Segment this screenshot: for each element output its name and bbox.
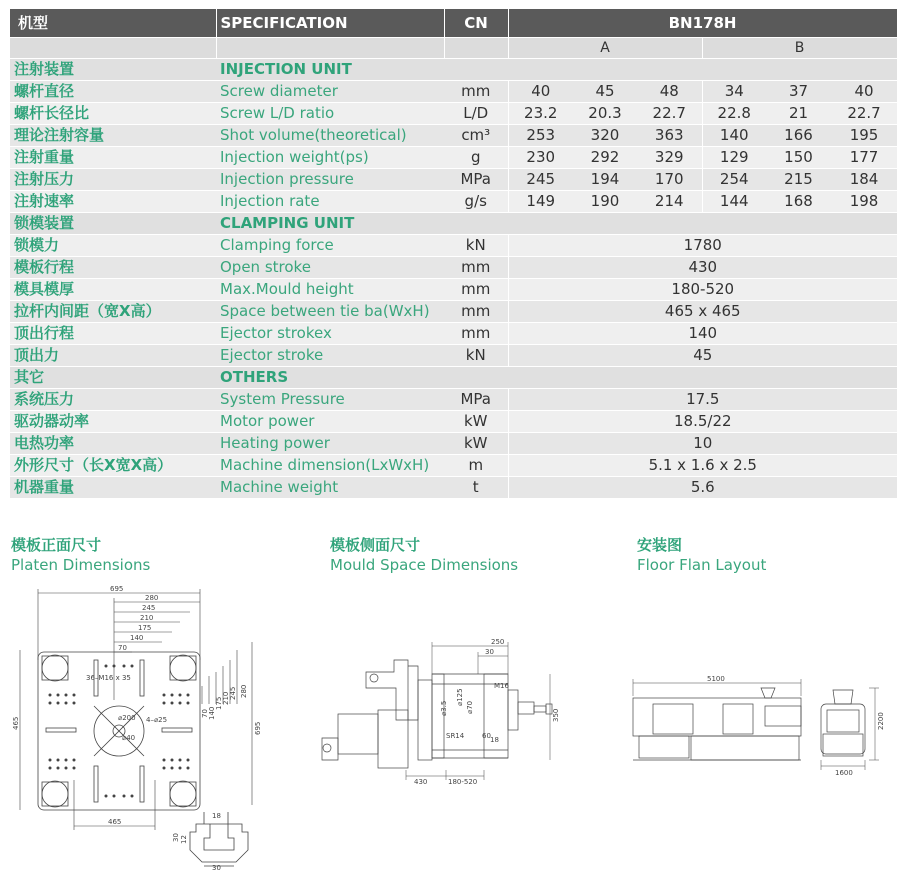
row-unit: mm — [444, 301, 508, 323]
caption-platen-zh: 模板正面尺寸 — [11, 536, 102, 554]
row-value: 5.1 x 1.6 x 2.5 — [508, 455, 897, 477]
section-cn: 注射装置 — [10, 59, 216, 81]
caption-platen-en: Platen Dimensions — [11, 556, 151, 574]
row-value: 465 x 465 — [508, 301, 897, 323]
section-fill — [444, 367, 897, 389]
row-unit: kN — [444, 345, 508, 367]
row-value: 198 — [831, 191, 897, 213]
row-label-cn: 电热功率 — [10, 433, 216, 455]
row-value: 430 — [508, 257, 897, 279]
row-label-cn: 顶出行程 — [10, 323, 216, 345]
row-value: 40 — [508, 81, 573, 103]
row-value: 17.5 — [508, 389, 897, 411]
row-value: 45 — [508, 345, 897, 367]
row-label-cn: 模板行程 — [10, 257, 216, 279]
row-label-cn: 驱动器动率 — [10, 411, 216, 433]
row-value: 22.7 — [831, 103, 897, 125]
row-value: 150 — [766, 147, 831, 169]
row-label-en: Screw diameter — [216, 81, 444, 103]
platen-tslot-section — [190, 812, 248, 866]
spec-row — [10, 411, 897, 433]
row-value: 149 — [508, 191, 573, 213]
platen-dim-v175: 175 — [215, 696, 223, 710]
platen-dim-v70: 70 — [201, 709, 209, 718]
row-unit: kW — [444, 411, 508, 433]
row-unit: mm — [444, 323, 508, 345]
section-fill — [444, 213, 897, 235]
platen-holes25-label: 4–⌀25 — [146, 716, 168, 724]
row-unit: mm — [444, 257, 508, 279]
platen-dim-210: 210 — [140, 614, 154, 622]
row-value: 180-520 — [508, 279, 897, 301]
row-unit: t — [444, 477, 508, 499]
row-value: 254 — [702, 169, 766, 191]
row-value: 140 — [508, 323, 897, 345]
caption-mould — [330, 535, 518, 575]
mould-drawing — [318, 630, 573, 790]
floor-drawing — [625, 670, 895, 780]
row-label-en: Space between tie ba(WxH) — [216, 301, 444, 323]
platen-d200-label: ⌀200 — [118, 714, 136, 722]
platen-dimension-text — [12, 585, 262, 872]
platen-slot-18: 18 — [212, 812, 221, 820]
section-cn: 其它 — [10, 367, 216, 389]
mould-dim-180-520: 180-520 — [448, 778, 478, 786]
row-value: 45 — [573, 81, 637, 103]
floor-dim-1600: 1600 — [835, 769, 853, 777]
floor-machine-end — [821, 690, 865, 756]
row-label-cn: 螺杆直径 — [10, 81, 216, 103]
platen-holes-label: 36–M16 x 35 — [86, 674, 131, 682]
platen-dim-465-bottom: 465 — [108, 818, 122, 826]
row-label-en: Ejector stroke — [216, 345, 444, 367]
caption-floor-en: Floor Flan Layout — [637, 556, 767, 574]
row-value: 177 — [831, 147, 897, 169]
spec-row — [10, 345, 897, 367]
spec-row — [10, 279, 897, 301]
row-value: 166 — [766, 125, 831, 147]
subheader-b: B — [702, 38, 897, 59]
row-value: 37 — [766, 81, 831, 103]
row-value: 21 — [766, 103, 831, 125]
section-en: CLAMPING UNIT — [216, 213, 444, 235]
mould-d35: ⌀3.5 — [440, 700, 448, 716]
mould-r18: 18 — [490, 736, 499, 744]
platen-dim-175: 175 — [138, 624, 152, 632]
caption-floor-zh: 安装图 — [637, 536, 683, 554]
row-unit: kW — [444, 433, 508, 455]
row-unit: m — [444, 455, 508, 477]
header-model-name: BN178H — [508, 9, 897, 38]
row-value: 215 — [766, 169, 831, 191]
spec-row — [10, 477, 897, 499]
section-row-clamping — [10, 213, 897, 235]
spec-row — [10, 455, 897, 477]
section-cn: 锁模装置 — [10, 213, 216, 235]
row-value: 320 — [573, 125, 637, 147]
row-label-en: Motor power — [216, 411, 444, 433]
row-label-en: Heating power — [216, 433, 444, 455]
row-label-en: Screw L/D ratio — [216, 103, 444, 125]
platen-dim-140: 140 — [130, 634, 144, 642]
platen-dim-465-left: 465 — [12, 716, 20, 730]
row-value: 48 — [637, 81, 702, 103]
subheader-a: A — [508, 38, 702, 59]
platen-dim-v245: 245 — [229, 686, 237, 700]
row-unit: g/s — [444, 191, 508, 213]
row-label-en: Injection pressure — [216, 169, 444, 191]
mould-d125: ⌀125 — [456, 688, 464, 706]
spec-row — [10, 191, 897, 213]
caption-floor — [637, 535, 766, 575]
subheader-row — [10, 38, 897, 59]
row-label-cn: 注射速率 — [10, 191, 216, 213]
row-label-cn: 顶出力 — [10, 345, 216, 367]
mould-dim-30: 30 — [485, 648, 494, 656]
mould-d70: ⌀70 — [466, 700, 474, 714]
caption-platen — [11, 535, 150, 575]
row-label-cn: 注射压力 — [10, 169, 216, 191]
platen-slot-12: 12 — [180, 835, 188, 844]
spec-row — [10, 323, 897, 345]
row-value: 144 — [702, 191, 766, 213]
platen-d40-label: ⌀40 — [122, 734, 136, 742]
platen-dim-v280: 280 — [240, 684, 248, 698]
row-value: 20.3 — [573, 103, 637, 125]
row-label-cn: 系统压力 — [10, 389, 216, 411]
section-row-injection — [10, 59, 897, 81]
platen-dim-v210: 210 — [222, 691, 230, 705]
platen-dim-v140: 140 — [208, 706, 216, 720]
row-value: 34 — [702, 81, 766, 103]
row-unit: g — [444, 147, 508, 169]
spec-row — [10, 125, 897, 147]
row-value: 129 — [702, 147, 766, 169]
header-cn: CN — [444, 9, 508, 38]
caption-mould-en: Mould Space Dimensions — [330, 556, 519, 574]
row-value: 1780 — [508, 235, 897, 257]
row-label-en: Ejector strokex — [216, 323, 444, 345]
mould-sr14: SR14 — [446, 732, 465, 740]
platen-dim-245: 245 — [142, 604, 156, 612]
floor-dim-5100: 5100 — [707, 675, 725, 683]
row-value: 10 — [508, 433, 897, 455]
row-unit: mm — [444, 279, 508, 301]
row-unit: cm³ — [444, 125, 508, 147]
platen-slot-30a: 30 — [172, 833, 180, 842]
mould-r60: 60 — [482, 732, 491, 740]
row-label-en: Machine dimension(LxWxH) — [216, 455, 444, 477]
mould-dim-350: 350 — [552, 708, 560, 722]
row-value: 184 — [831, 169, 897, 191]
row-label-cn: 理论注射容量 — [10, 125, 216, 147]
caption-mould-zh: 模板侧面尺寸 — [330, 536, 421, 554]
row-value: 5.6 — [508, 477, 897, 499]
row-value: 140 — [702, 125, 766, 147]
row-label-en: System Pressure — [216, 389, 444, 411]
header-spec: SPECIFICATION — [216, 9, 444, 38]
row-value: 170 — [637, 169, 702, 191]
spec-row — [10, 257, 897, 279]
row-label-cn: 模具模厚 — [10, 279, 216, 301]
row-value: 194 — [573, 169, 637, 191]
platen-dim-695-right: 695 — [254, 721, 262, 735]
row-value: 40 — [831, 81, 897, 103]
row-label-cn: 螺杆长径比 — [10, 103, 216, 125]
mould-dim-430: 430 — [414, 778, 428, 786]
row-unit: MPa — [444, 389, 508, 411]
section-en: INJECTION UNIT — [216, 59, 444, 81]
row-label-cn: 锁模力 — [10, 235, 216, 257]
row-label-en: Max.Mould height — [216, 279, 444, 301]
spec-row — [10, 169, 897, 191]
row-unit: L/D — [444, 103, 508, 125]
row-value: 168 — [766, 191, 831, 213]
row-unit: kN — [444, 235, 508, 257]
section-row-others — [10, 367, 897, 389]
row-unit: mm — [444, 81, 508, 103]
spec-row — [10, 301, 897, 323]
row-value: 292 — [573, 147, 637, 169]
spec-row — [10, 389, 897, 411]
mould-dim-250: 250 — [491, 638, 505, 646]
row-label-cn: 外形尺寸（长X宽X高） — [10, 455, 216, 477]
spec-row — [10, 81, 897, 103]
floor-dim-2200: 2200 — [877, 712, 885, 730]
header-row — [10, 9, 897, 38]
section-fill — [444, 59, 897, 81]
row-label-cn: 注射重量 — [10, 147, 216, 169]
platen-dim-280: 280 — [145, 594, 159, 602]
row-value: 190 — [573, 191, 637, 213]
row-value: 363 — [637, 125, 702, 147]
row-value: 23.2 — [508, 103, 573, 125]
spec-row — [10, 147, 897, 169]
row-value: 22.8 — [702, 103, 766, 125]
row-value: 22.7 — [637, 103, 702, 125]
floor-machine-side — [633, 688, 801, 760]
row-value: 195 — [831, 125, 897, 147]
mould-m16: M16 — [494, 682, 509, 690]
row-unit: MPa — [444, 169, 508, 191]
row-label-cn: 拉杆内间距（宽X高） — [10, 301, 216, 323]
header-model: 机型 — [10, 9, 216, 38]
row-value: 18.5/22 — [508, 411, 897, 433]
section-en: OTHERS — [216, 367, 444, 389]
platen-slot-30b: 30 — [212, 864, 221, 872]
platen-dim-695-top: 695 — [110, 585, 124, 593]
platen-drawing — [10, 580, 275, 880]
row-value: 253 — [508, 125, 573, 147]
row-value: 329 — [637, 147, 702, 169]
row-value: 214 — [637, 191, 702, 213]
row-label-en: Machine weight — [216, 477, 444, 499]
row-value: 245 — [508, 169, 573, 191]
row-label-en: Open stroke — [216, 257, 444, 279]
row-label-en: Injection weight(ps) — [216, 147, 444, 169]
spec-row — [10, 235, 897, 257]
mould-dimension-lines — [406, 642, 550, 780]
row-label-en: Injection rate — [216, 191, 444, 213]
spec-row — [10, 103, 897, 125]
row-label-cn: 机器重量 — [10, 477, 216, 499]
platen-dim-70: 70 — [118, 644, 127, 652]
row-label-en: Clamping force — [216, 235, 444, 257]
spec-table — [10, 9, 898, 499]
mould-body — [322, 660, 552, 768]
spec-row — [10, 433, 897, 455]
row-label-en: Shot volume(theoretical) — [216, 125, 444, 147]
row-value: 230 — [508, 147, 573, 169]
